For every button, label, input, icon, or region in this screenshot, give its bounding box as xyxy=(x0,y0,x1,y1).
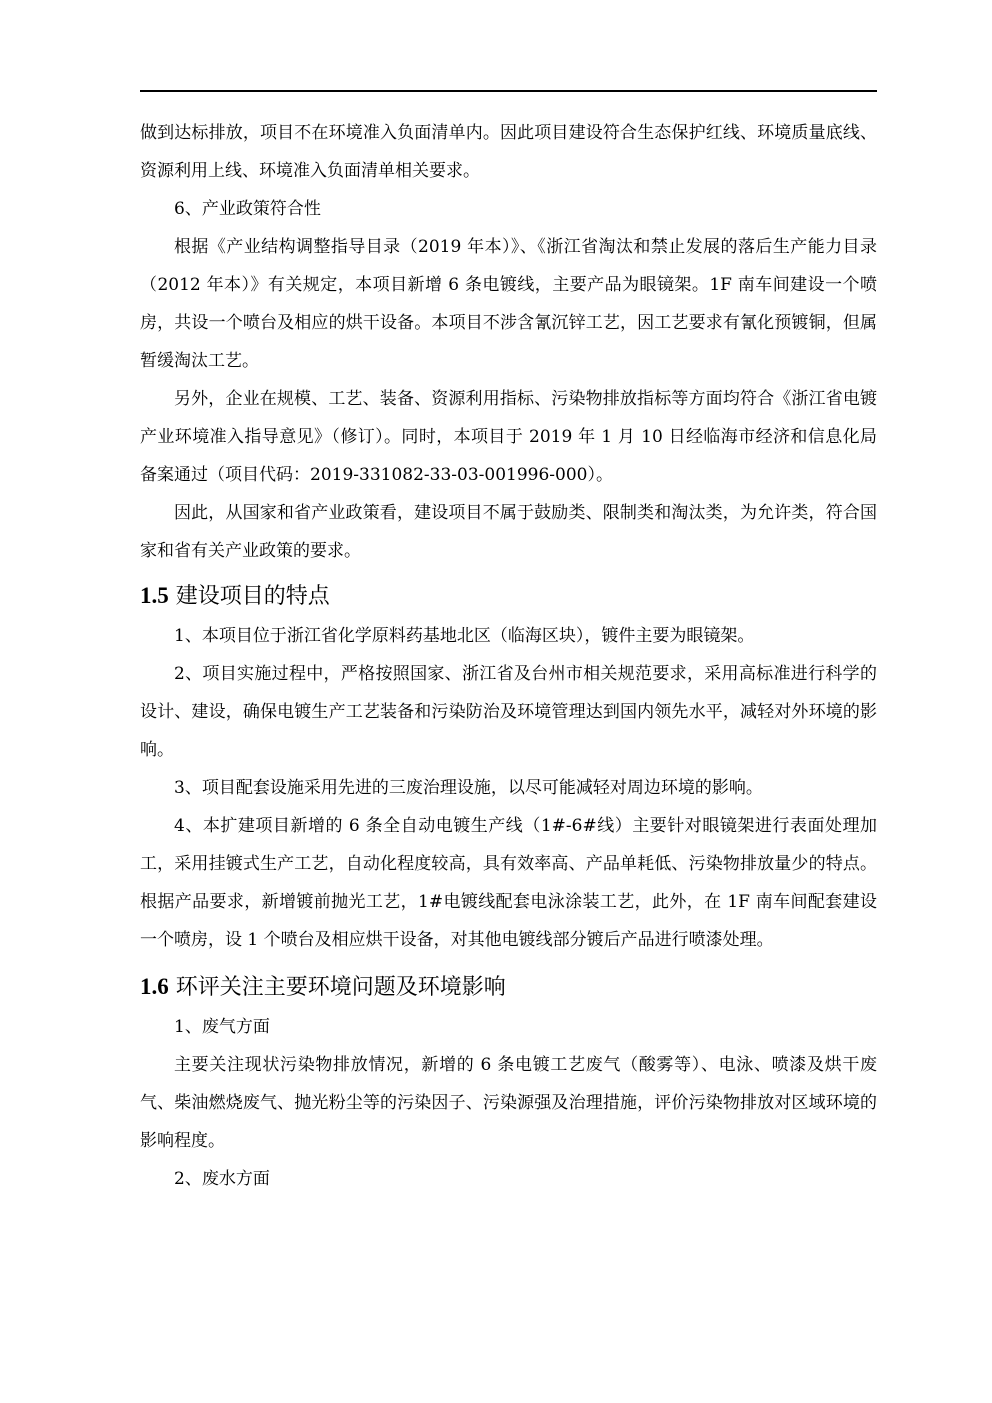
section-number: 1.5 xyxy=(140,583,169,608)
item-6-heading: 6、产业政策符合性 xyxy=(174,199,321,219)
policy-paragraph-2: 另外，企业在规模、工艺、装备、资源利用指标、污染物排放指标等方面均符合《浙江省电镀产业环境准入指导意见》（修订）。同时，本项目于 2019 年 1 月 10 日经临海市经济和信息化局备案通过（项目代码：2019-331082-33-03-001996-000）。 xyxy=(140,389,877,485)
section-number: 1.6 xyxy=(140,974,169,999)
section-heading-1-6 xyxy=(140,967,877,1008)
feature-item-3: 3、项目配套设施采用先进的三废治理设施，以尽可能减轻对周边环境的影响。 xyxy=(174,778,763,798)
sub-heading-wastewater: 2、废水方面 xyxy=(174,1169,270,1189)
sub-heading-exhaust-gas: 1、废气方面 xyxy=(174,1017,270,1037)
document-body xyxy=(140,114,877,1198)
feature-item-4: 4、本扩建项目新增的 6 条全自动电镀生产线（1#-6#线）主要针对眼镜架进行表面处理加工，采用挂镀式生产工艺，自动化程度较高，具有效率高、产品单耗低、污染物排放量少的特点。根据产品要求，新增镀前抛光工艺，1#电镀线配套电泳涂装工艺，此外，在 1F 南车间配套建设一个喷房，设 1 个喷台及相应烘干设备，对其他电镀线部分镀后产品进行喷漆处理。 xyxy=(140,816,877,950)
policy-paragraph-1: 根据《产业结构调整指导目录（2019 年本）》、《浙江省淘汰和禁止发展的落后生产能力目录（2012 年本）》有关规定，本项目新增 6 条电镀线，主要产品为眼镜架。1F 南车间建设一个喷房，共设一个喷台及相应的烘干设备。本项目不涉含氰沉锌工艺，因工艺要求有氰化预镀铜，但属暂缓淘汰工艺。 xyxy=(140,237,877,371)
section-heading-1-5 xyxy=(140,576,877,617)
section-title: 环评关注主要环境问题及环境影响 xyxy=(175,975,506,1000)
feature-item-2: 2、项目实施过程中，严格按照国家、浙江省及台州市相关规范要求，采用高标准进行科学的设计、建设，确保电镀生产工艺装备和污染防治及环境管理达到国内领先水平，减轻对外环境的影响。 xyxy=(140,664,877,760)
paragraph-continuation: 做到达标排放，项目不在环境准入负面清单内。因此项目建设符合生态保护红线、环境质量底线、资源利用上线、环境准入负面清单相关要求。 xyxy=(140,123,877,181)
section-title: 建设项目的特点 xyxy=(175,584,330,609)
feature-item-1: 1、本项目位于浙江省化学原料药基地北区（临海区块），镀件主要为眼镜架。 xyxy=(174,626,755,646)
header-rule xyxy=(140,90,877,92)
policy-paragraph-3: 因此，从国家和省产业政策看，建设项目不属于鼓励类、限制类和淘汰类，为允许类，符合国家和省有关产业政策的要求。 xyxy=(140,503,877,561)
exhaust-gas-paragraph: 主要关注现状污染物排放情况，新增的 6 条电镀工艺废气（酸雾等）、电泳、喷漆及烘干废气、柴油燃烧废气、抛光粉尘等的污染因子、污染源强及治理措施，评价污染物排放对区域环境的影响程度。 xyxy=(140,1055,877,1151)
